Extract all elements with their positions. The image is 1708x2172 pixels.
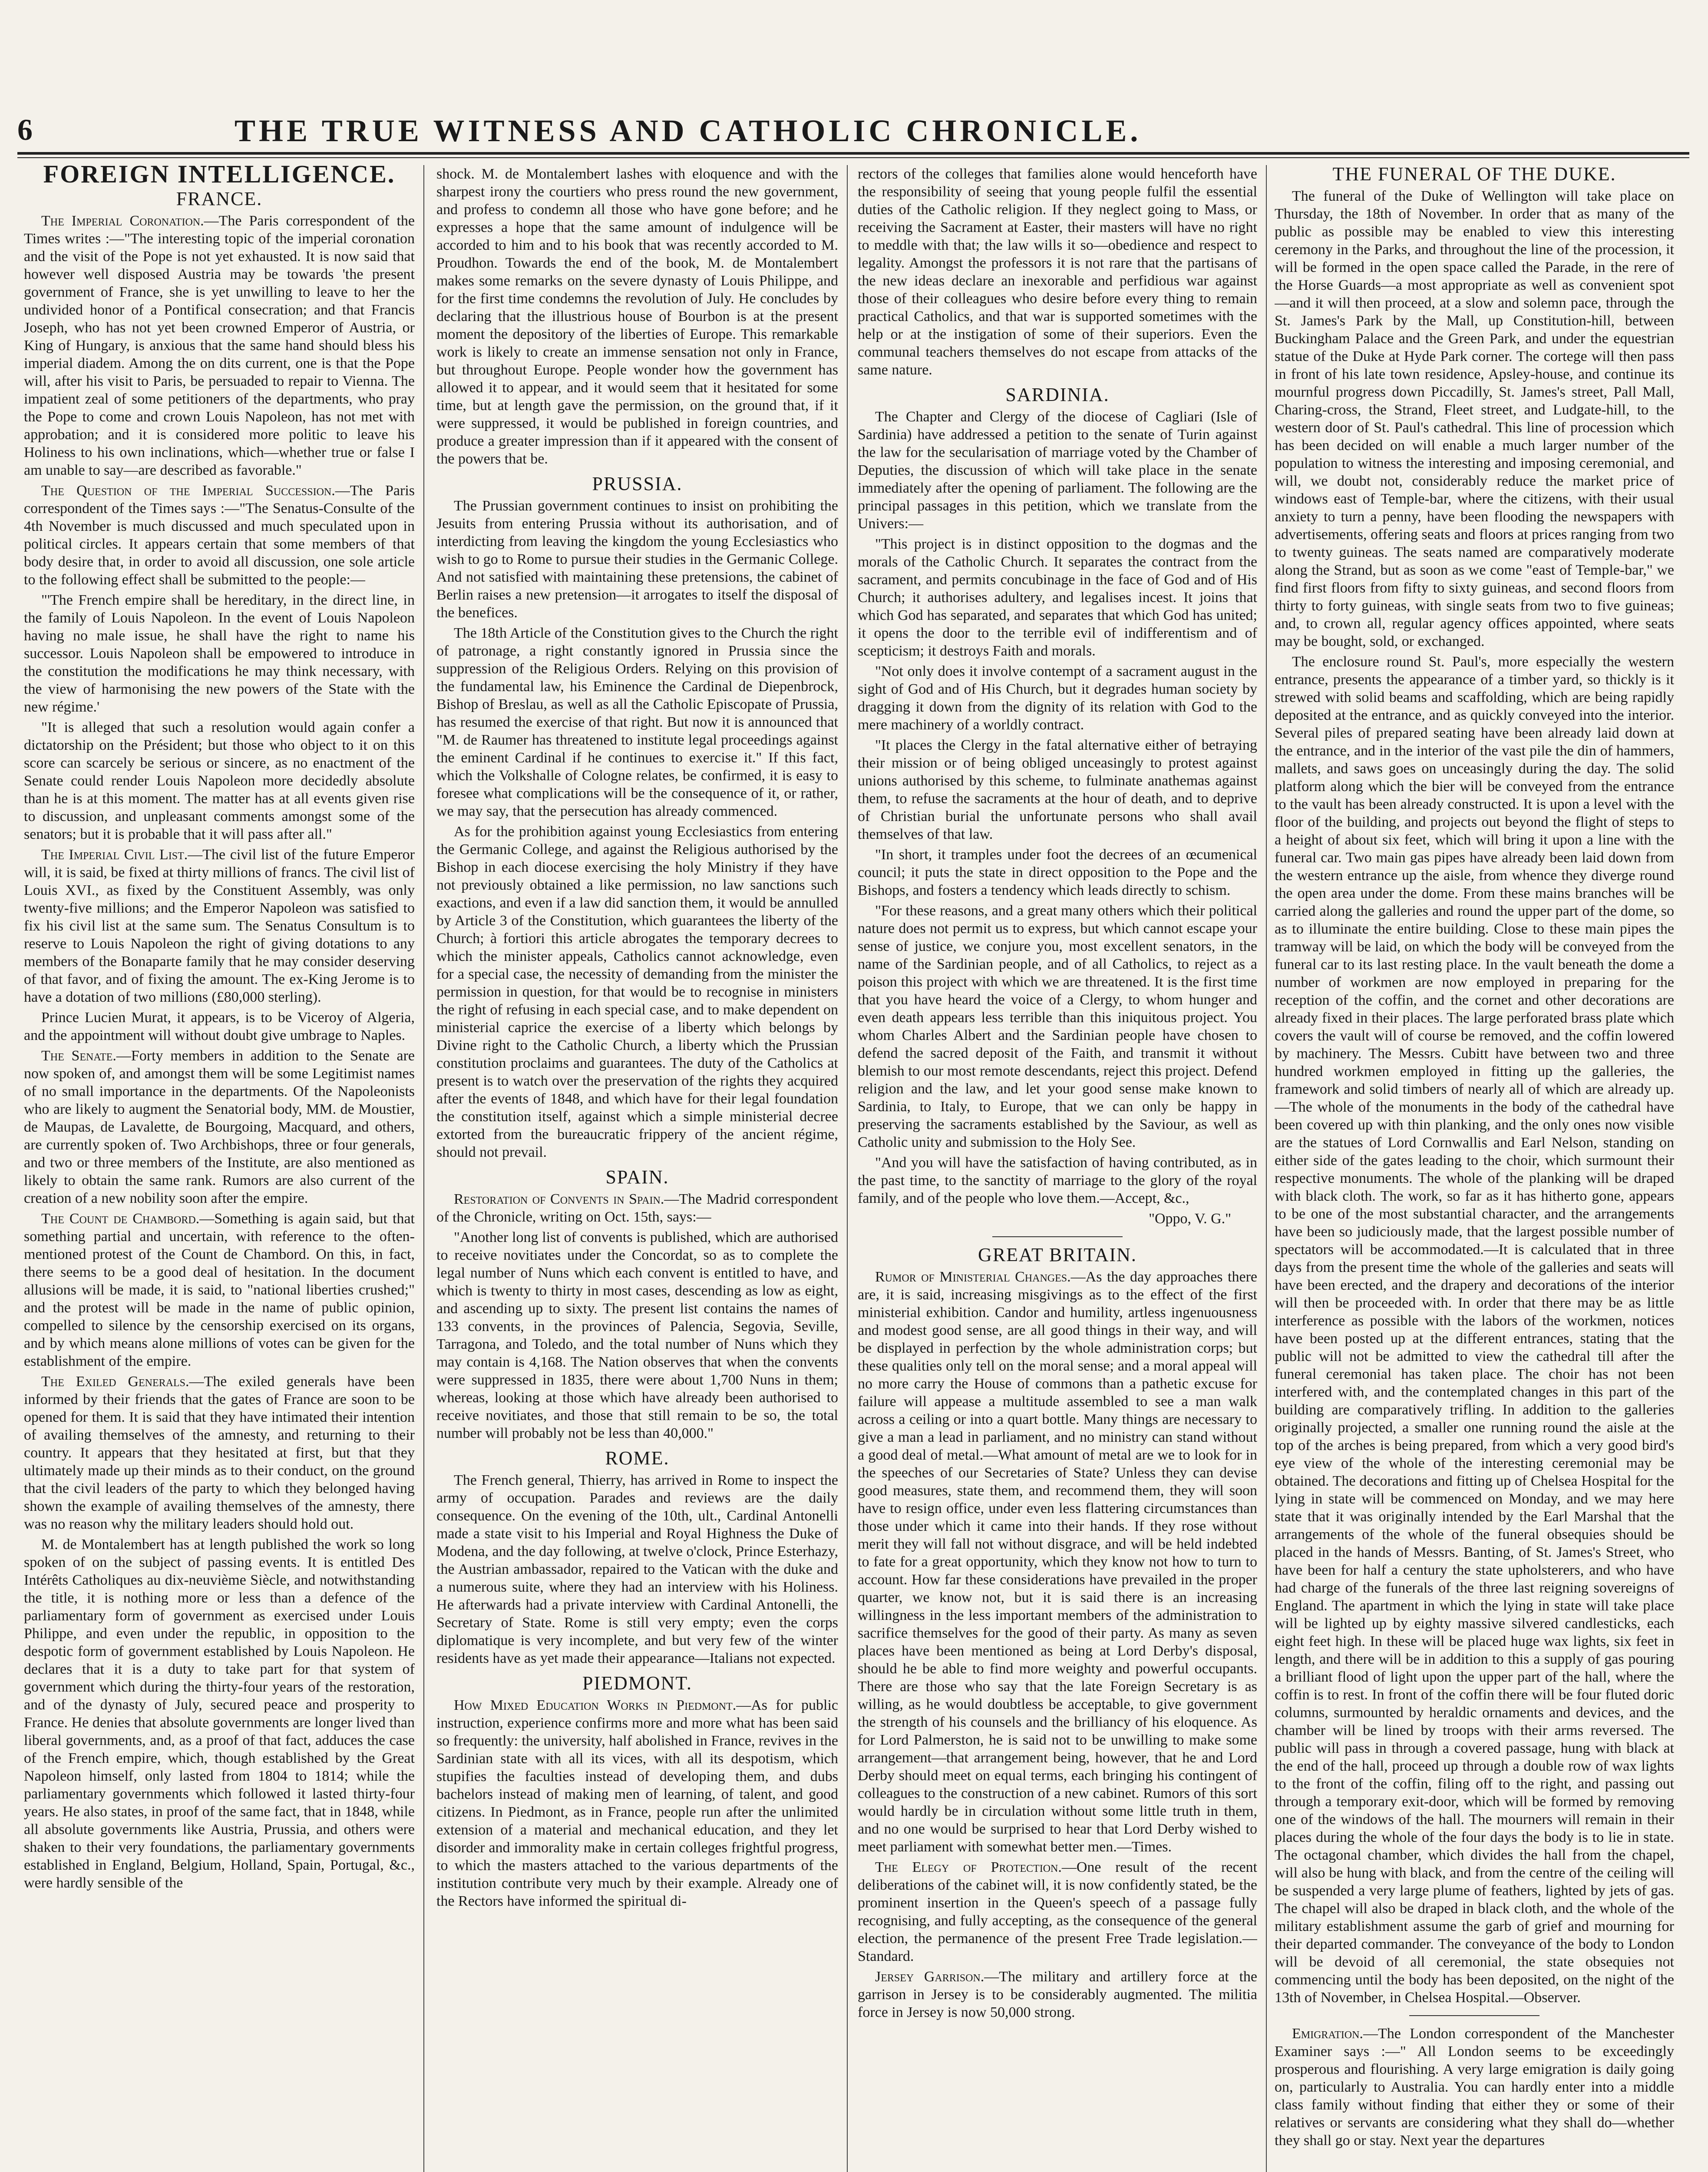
article-paragraph	[24, 482, 415, 589]
newspaper-title: THE TRUE WITNESS AND CATHOLIC CHRONICLE.	[235, 113, 1142, 148]
heading-funeral-of-the-duke: THE FUNERAL OF THE DUKE.	[1332, 165, 1616, 185]
article-paragraph: "For these reasons, and a great many others which their political nature does not permit us to express, but which cannot escape your sense of justice, we conjure you, most excellent senators, in the name of the Sardinian people, and of all Catholics, to reject as a poison this project with which we are threatened. It is the first time that you have heard the voice of a Clergy, to whom hunger and even death appears less terrible than this iniquitous project. You whom Charles Albert and the Sardinian people have chosen to defend the sacred deposit of the Faith, and transmit it without blemish to our most remote descendants, reject this project. Defend religion and the law, and let your good sense make known to Sardinia, to Italy, to Europe, that we can only be happy in preserving the sacraments established by the Saviour, as well as Catholic unity and submission to the Holy See.	[858, 903, 1257, 1150]
article-paragraph: "And you will have the satisfaction of having contributed, as in the past time, to the sanctity of marriage to the glory of the royal family, and of the people who love them.—Accept, &c.,	[858, 1155, 1257, 1206]
article-paragraph	[436, 1190, 838, 1226]
article-paragraph: shock. M. de Montalembert lashes with eloquence and with the sharpest irony the courtiers who press round the new government, and profess to condemn all those who have gone before; and he expresses a hope that the same amount of indulgence will be accorded to him and to his book that was recently accorded to M. Proudhon. Towards the end of the book, M. de Montalembert makes some remarks on the severe dynasty of Louis Philippe, and for the first time condemns the revolution of July. He concludes by declaring that the illustrious house of Bourbon is at the present moment the depository of the liberties of Europe. This remarkable work is likely to create an immense sensation not only in France, but throughout Europe. People wonder how the government has allowed it to appear, and it would seem that it hesitated for some time, but at length gave the permission, on the ground that, if it were suppressed, it would be published in foreign countries, and produce a greater impression than if it appeared with the consent of the powers that be.	[436, 166, 838, 467]
paragraph-lead: The Question of the Imperial Succession.	[41, 483, 335, 499]
paragraph-lead: The Imperial Coronation.	[41, 213, 204, 229]
article-paragraph: The 18th Article of the Constitution gives to the Church the right of patronage, a right constantly ignored in Prussia since the suppression of the Religious Orders. Relying on this provision of the fundamental law, his Eminence the Cardinal de Diepenbrock, Bishop of Breslau, as well as all the Catholic Episcopate of Prussia, has resumed the exercise of that right. But now it is announced that "M. de Raumer has threatened to institute legal proceedings against the eminent Cardinal if he continues to exercise it." If this fact, which the Volkshalle of Cologne relates, be confirmed, it is easy to foresee what complications will be the consequence of it, or rather, we may say, that the persecution has already commenced.	[436, 625, 838, 819]
article-paragraph: The Chapter and Clergy of the diocese of Cagliari (Isle of Sardinia) have addressed a petition to the senate of Turin against the law for the secularisation of marriage voted by the Chamber of Deputies, the discussion of which will take place in the senate immediately after the opening of parliament. The following are the principal passages in this petition, which we translate from the Univers:—	[858, 409, 1257, 532]
header-rule	[17, 152, 1689, 155]
paragraph-text: —One result of the recent deliberations of the cabinet will, it is now confidently stated, be the prominent insertion in the Queen's speech of a passage fully recognising, and fully accepting, as the consequence of the general election, the permanence of the present Free Trade legislation.—Standard.	[858, 1859, 1257, 1964]
masthead	[17, 109, 1225, 152]
article-paragraph: As for the prohibition against young Ecclesiastics from entering the Germanic College, and against the Religious authorised by the Bishop in each diocese exercising the holy Ministry if they have not previously obtained a like permission, no law sanctions such exactions, and even if a law did sanction them, it would be annulled by Article 3 of the Constitution, which guarantees the liberty of the Church; à fortiori this article abrogates the temporary decrees to which the minister appeals, Catholics cannot acknowledge, even for a special case, the necessity of demanding from the minister the permission in question, for that would be to recognise in ministers the right of refusing in each special case, and to make dependent on ministerial caprice the exercise of a liberty which belongs by Divine right to the Catholic Church, a liberty which the Prussian constitution proclaims and guarantees. The duty of the Catholics at present is to watch over the preservation of the rights they acquired after the events of 1848, and which have for their legal foundation the constitution itself, against which a simple ministerial decree extorted from the bureaucratic frippery of the ancient régime, should not prevail.	[436, 824, 838, 1160]
header-rule-thin	[17, 157, 1689, 158]
paragraph-lead: Emigration.	[1292, 2026, 1363, 2042]
article-paragraph: M. de Montalembert has at length published the work so long spoken of on the subject of passing events. It is entitled Des Intérêts Catholiques au dix-neuvième Siècle, and notwithstanding the title, it is nothing more or less than a defence of the parliamentary form of government as exercised under Louis Philippe, and even under the republic, in opposition to the despotic form of government established by Louis Napoleon. He declares that it is a duty to take part for that system of government which during the thirty-four years of the restoration, and of the dynasty of July, secured peace and prosperity to France. He denies that absolute governments are longer lived than liberal governments, and, as a proof of that fact, adduces the case of the French empire, which, though established by the Great Napoleon himself, only lasted from 1804 to 1814; while the parliamentary governments which followed it lasted thirty-four years. He also states, in proof of the same fact, that in 1848, while all absolute governments like Austria, Prussia, and others were shaken to their very foundations, the parliamentary governments established in England, Belgium, Holland, Spain, Portugal, &c., were hardly sensible of the	[24, 1536, 415, 1891]
article-paragraph	[858, 1968, 1257, 2021]
heading-prussia: PRUSSIA.	[592, 473, 683, 494]
column-divider	[423, 165, 424, 2172]
column-divider	[1266, 165, 1267, 2172]
article-paragraph: The enclosure round St. Paul's, more especially the western entrance, presents the appearance of a timber yard, so thickly is it strewed with solid beams and scaffolding, which are being rapidly deposited at the entrance, and as quickly conveyed into the interior. Several piles of prepared seating have been already laid down at the entrance, and in the interior of the vast pile the din of hammers, mallets, and saws goes on unceasingly during the day. The solid platform along which the bier will be conveyed from the entrance to the vault has been already constructed. It is upon a level with the floor of the building, and projects out beyond the flight of steps to a height of about six feet, which will bring it upon a line with the funeral car. Two main gas pipes have already been laid down from the western entrance up the aisle, from whence they diverge round the open area under the dome. From these mains branches will be carried along the galleries and round the upper part of the dome, so as to illuminate the entire building. Close to these main pipes the tramway will be laid, on which the body will be conveyed from the funeral car to its last resting place. In the vault beneath the dome a number of workmen are now employed in preparing for the reception of the coffin, and the cornet and other decorations are already fixed in their places. The large perforated brass plate which covers the vault will of course be removed, and the coffin lowered by machinery. The Messrs. Cubitt have between two and three hundred workmen employed in fitting up the galleries, the framework and solid timbers of nearly all of which are already up.—The whole of the monuments in the body of the cathedral have been covered up with thin planking, and the only ones now visible are the statues of Lord Cornwallis and Earl Nelson, standing on either side of the gates leading to the choir, which surmount their respective monuments. The whole of the planking will be draped with black cloth. The work, so far as it has hitherto gone, appears to be one of the most substantial character, and the arrangements have been so judiciously made, that the largest possible number of spectators will be accommodated.—It is calculated that in three days from the present time the whole of the galleries and seats will have been erected, and the drapery and decorations of the interior will then be proceeded with. In order that there may be as little interference as possible with the labors of the workmen, notices have been posted up at the different entrances, stating that the public will not be admitted to view the cathedral till after the funeral ceremonial has taken place. The choir has not been interfered with, and the contemplated changes in this part of the building are comparatively trifling. In addition to the galleries originally projected, a smaller one running round the aisle at the top of the arches is being prepared, from which a very good bird's eye view of the whole of the interesting ceremonial may be obtained. The decorations and fitting up of Chelsea Hospital for the lying in state will be commenced on Monday, and we may here state that it was originally intended by the Earl Marshal that the arrangements of the whole of the funeral obsequies should be placed in the hands of Messrs. Banting, of St. James's Street, who have been for half a century the state upholsterers, and who have had charge of the funerals of the three last reigning sovereigns of England. The apartment in which the lying in state will take place will be lighted up by eighty massive silvered candlesticks, each eight feet high. In these will be placed huge wax lights, six feet in length, and there will be in addition to this a supply of gas pouring a brilliant flood of light upon the upper part of the hall, where the coffin is to rest. In front of the coffin there will be four fluted doric columns, surmounted by heraldic ornaments and devices, and the chamber will be lined by troops with their arms reversed. The public will pass in through a covered passage, hung with black at the end of the hall, proceed up through a double row of wax lights to the front of the coffin, filing off to the right, and passing out through a temporary exit-door, which will be formed by removing one of the windows of the hall. The mourners will remain in their places during the whole of the four days the body is to lie in state. The octagonal chamber, which divides the hall from the chapel, will also be hung with black, and from the centre of the ceiling will be suspended a very large plume of feathers, lighted by jets of gas. The chapel will also be draped in black cloth, and the whole of the military establishment assume the garb of grief and mourning for their departed commander. The conveyance of the body to London will be devoid of all ceremonial, the state obsequies not commencing until the body has been deposited, on the night of the 13th of November, in Chelsea Hospital.—Observer.	[1275, 654, 1674, 2006]
heading-great-britain: GREAT BRITAIN.	[978, 1244, 1137, 1265]
article-paragraph	[24, 1047, 415, 1207]
heading-piedmont: PIEDMONT.	[582, 1672, 693, 1694]
paragraph-text: —The Madrid correspondent of the Chronicle, writing on Oct. 15th, says:—	[436, 1191, 838, 1225]
column-2	[436, 165, 838, 2172]
article-paragraph: Prince Lucien Murat, it appears, is to be Viceroy of Algeria, and the appointment will without doubt give umbrage to Naples.	[24, 1010, 415, 1043]
paragraph-lead: The Senate.	[41, 1048, 116, 1064]
article-paragraph	[1275, 2025, 1674, 2149]
section-divider	[992, 1236, 1123, 1237]
signature: "Oppo, V. G."	[1149, 1211, 1231, 1227]
paragraph-text: —The civil list of the future Emperor will, it is said, be fixed at thirty millions of francs. The civil list of Louis XVI., as fixed by the Constituent Assembly, was only twenty-five millions; and the Emperor Napoleon was satisfied to fix his civil list at the same sum. The Senatus Consultum is to reserve to Louis Napoleon the right of giving dotations to any members of the Bonaparte family that he may consider deserving of that favor, and of fixing the amount. The ex-King Jerome is to have a dotation of two millions (£80,000 sterling).	[24, 847, 415, 1005]
paragraph-text: —Something is again said, but that something partial and uncertain, with reference to the often-mentioned protest of the Count de Chambord. On this, in fact, there seems to be a good deal of hesitation. In the document allusions will be made, it is said, to "national liberties crushed;" and the protest will be made in the name of public opinion, compelled to silence by the censorship exercised on its organs, and by which means alone millions of votes can be given for the establishment of the empire.	[24, 1211, 415, 1369]
article-paragraph	[858, 1268, 1257, 1856]
article-paragraph: "This project is in distinct opposition to the dogmas and the morals of the Catholic Church. It separates the contract from the sacrament, and permits concubinage in the face of God and of His Church; it authorises adultery, and legalises incest. It joins that which God has separated, and separates that which God has united; it opens the door to the terrible evil of indifferentism and of scepticism; it destroys Faith and morals.	[858, 536, 1257, 659]
article-paragraph: "It places the Clergy in the fatal alternative either of betraying their mission or of being obliged unceasingly to protest against unions authorised by this scheme, to fulminate anathemas against them, to refuse the sacraments at the hour of death, and to deprive of Christian burial the unfortunate persons who shall avail themselves of that law.	[858, 737, 1257, 842]
article-paragraph: The French general, Thierry, has arrived in Rome to inspect the army of occupation. Parades and reviews are the daily consequence. On the evening of the 10th, ult., Cardinal Antonelli made a state visit to his Imperial and Royal Highness the Duke of Modena, and the day following, at twelve o'clock, Prince Esterhazy, the Austrian ambassador, repaired to the Vatican with the duke and a numerous suite, where they had an interview with his Holiness. He afterwards had a private interview with Cardinal Antonelli, the Secretary of State. Rome is still very empty; even the corps diplomatique is very incomplete, and but very few of the winter residents have as yet made their appearance—Italians not expected.	[436, 1472, 838, 1666]
page-number: 6	[17, 113, 33, 147]
paragraph-lead: The Elegy of Protection.	[875, 1859, 1062, 1875]
paragraph-text: —The Paris correspondent of the Times says :—"The Senatus-Consulte of the 4th November is much discussed and much speculated upon in political circles. It appears certain that some members of that body desire that, in order to avoid all discussion, one sole article to the following effect shall be submitted to the people:—	[24, 483, 415, 588]
paragraph-text: —The military and artillery force at the garrison in Jersey is to be considerably augmented. The militia force in Jersey is now 50,000 strong.	[858, 1969, 1257, 2020]
column-3	[858, 165, 1257, 2172]
paragraph-text: —As the day approaches there are, it is said, increasing misgivings as to the effect of the first ministerial exhibition. Candor and humility, artless ingenuousness and modest good sense, are all good things in their way, and will be displayed in perfection by the whole administration corps; but these qualities only tell on the moral sense; and a moral appeal will no more carry the House of commons than a pathetic excuse for failure will appease a multitude assembled to see a man walk across a ceiling or into a quart bottle. Many things are necessary to give a man a lead in parliament, and no ministry can stand without a good deal of metal.—What amount of metal are we to look for in the speeches of our Secretaries of State? Unless they can devise good measures, state them, and recommend them, they will soon have to resign office, under even less flattering circumstances than those under which it came into their hands. If they rose without merit they will fall not without disgrace, and will be held indebted to fate for a great opportunity, which they know not how to turn to account. How far these considerations have prevailed in the proper quarter, we know not, but it is said there is an increasing willingness in the less important members of the administration to sacrifice themselves for the good of their party. As many as seven places have been mentioned as being at Lord Derby's disposal, should he be able to find more weighty and powerful occupants. There are those who say that the late Foreign Secretary is as willing, as he would doubtless be acceptable, to give government the strength of his counsels and the brilliancy of his eloquence. As for Lord Palmerston, he is said not to be unwilling to make some arrangement—that arrangement being, however, that he and Lord Derby should meet on equal terms, each bringing his contingent of colleagues to the construction of a new cabinet. Rumors of this sort would hardly be in circulation without some little truth in them, and no one would be surprised to hear that Lord Derby wished to meet parliament with somewhat better men.—Times.	[858, 1269, 1257, 1855]
section-divider	[1409, 2015, 1540, 2016]
paragraph-lead: Jersey Garrison.	[875, 1969, 984, 1985]
article-paragraph: "'The French empire shall be hereditary, in the direct line, in the family of Louis Napoleon. In the event of Louis Napoleon having no male issue, he shall have the right to name his successor. Louis Napoleon shall be empowered to introduce in the constitution the modifications he may think necessary, with the view of harmonising the new powers of the State with the new régime.'	[24, 592, 415, 715]
heading-spain: SPAIN.	[605, 1166, 669, 1188]
article-paragraph: "In short, it tramples under foot the decrees of an œcumenical council; it puts the state in direct opposition to the Pope and the Bishops, and fosters a tendency which leads directly to schism.	[858, 847, 1257, 898]
article-paragraph: The Prussian government continues to insist on prohibiting the Jesuits from entering Prussia without its authorisation, and of interdicting from leaving the kingdom the young Ecclesiastics who wish to go to Rome to pursue their studies in the Germanic College. And not satisfied with maintaining these pretensions, the cabinet of Berlin raises a new pretension—it arrogates to itself the disposal of the benefices.	[436, 498, 838, 621]
article-paragraph	[858, 1858, 1257, 1965]
article-paragraph	[24, 212, 415, 479]
article-paragraph	[436, 1696, 838, 1910]
paragraph-lead: The Exiled Generals.	[41, 1374, 189, 1390]
column-divider	[847, 165, 848, 2172]
heading-france: FRANCE.	[176, 188, 263, 209]
paragraph-text: —The London correspondent of the Manchester Examiner says :—" All London seems to be exceedingly prosperous and flourishing. A very large emigration is daily going on, particularly to Australia. You can hardly enter into a middle class family without finding that either they or some of their relatives or servants are considering what they shall do—whether they shall go or stay. Next year the departures	[1275, 2026, 1674, 2149]
article-paragraph: "Not only does it involve contempt of a sacrament august in the sight of God and of His Church, but it degrades human society by dragging it down from the dignity of its relation with God to the mere machinery of a worldly contract.	[858, 663, 1257, 733]
paragraph-lead: The Count de Chambord.	[41, 1211, 200, 1227]
article-paragraph: rectors of the colleges that families alone would henceforth have the responsibility of seeing that young people fulfil the essential duties of the Catholic religion. If they neglect going to Mass, or receiving the Sacrament at Easter, their masters will have no right to meddle with that; the law wills it so—obedience and respect to legality. Amongst the professors it is not rare that the partisans of the new ideas declare an inexorable and perfidious war against those of their colleagues who desire before every thing to remain practical Catholics, and that war is supported sometimes with the help or at the instigation of some of their superiors. Even the communal teachers themselves do not escape from attacks of the same nature.	[858, 166, 1257, 378]
paragraph-lead: Restoration of Convents in Spain.	[454, 1191, 664, 1207]
paragraph-lead: How Mixed Education Works in Piedmont.	[454, 1697, 737, 1713]
column-4	[1275, 165, 1674, 2172]
article-paragraph: "Another long list of convents is published, which are authorised to receive novitiates under the Concordat, so as to complete the legal number of Nuns which each convent is entitled to have, and which is twenty to thirty in most cases, descending as low as eight, and ascending up to sixty. The present list contains the names of 133 convents, in the provinces of Palencia, Segovia, Seville, Tarragona, and Toledo, and the total number of Nuns which they may contain is 4,168. The Nation observes that when the convents were suppressed in 1835, there were about 1,700 Nuns in them; whereas, looking at those which have already been authorised to receive novitiates, and those that still remain to be so, the total number will probably not be less than 40,000."	[436, 1229, 838, 1441]
paragraph-text: —The exiled generals have been informed by their friends that the gates of France are soon to be opened for them. It is said that they have intimated their intention of availing themselves of the amnesty, and returning to their country. It appears that they hesitated at first, but that they ultimately made up their minds as to their conduct, on the ground that the civil leaders of the party to which they belonged having shown the example of availing themselves of the amnesty, there was no reason why the military leaders should hold out.	[24, 1374, 415, 1532]
article-paragraph	[24, 1210, 415, 1370]
paragraph-text: —The Paris correspondent of the Times writes :—"The interesting topic of the imperial coronation and the visit of the Pope is not yet exhausted. It is now said that however well disposed Austria may be towards 'the present government of France, she is yet unwilling to leave to her the undivided honor of a Pontifical consecration; and that Francis Joseph, who has not yet been crowned Emperor of Austria, or King of Hungary, is anxious that the same hand should bless his imperial diadem. Among the on dits current, one is that the Pope will, after his visit to Paris, be persuaded to repair to Vienna. The impatient zeal of some petitioners of the departments, who pray the Pope to come and crown Louis Napoleon, has not met with approbation; and it is considered more politic to leave his Holiness to his own inclinations, which—whether true or false I am unable to say—are described as favorable."	[24, 213, 415, 478]
section-heading-foreign-intelligence: FOREIGN INTELLIGENCE.	[43, 165, 396, 188]
article-paragraph	[24, 846, 415, 1006]
article-paragraph	[24, 1373, 415, 1533]
heading-rome: ROME.	[605, 1447, 670, 1469]
heading-sardinia: SARDINIA.	[1005, 384, 1110, 405]
paragraph-text: —Forty members in addition to the Senate are now spoken of, and amongst them will be some Legitimist names of no small importance in the departments. Of the Napoleonists who are likely to augment the Senatorial body, MM. de Moustier, de Maupas, de Lavalette, de Bourgoing, Macquard, and others, are currently spoken of. Two Archbishops, three or four generals, and two or three members of the Institute, are also mentioned as likely to obtain the same rank. Rumors are also current of the creation of a new nobility soon after the empire.	[24, 1048, 415, 1206]
article-paragraph: The funeral of the Duke of Wellington will take place on Thursday, the 18th of November. In order that as many of the public as possible may be enabled to view this interesting ceremony in the Parks, and throughout the line of the procession, it will be formed in the open space called the Parade, in the rere of the Horse Guards—a most appropriate as well as convenient spot—and it will then proceed, at a slow and solemn pace, through the St. James's Park by the Mall, up Constitution-hill, between Buckingham Palace and the Green Park, and under the equestrian statue of the Duke at Hyde Park corner. The cortege will then pass in front of his late town residence, Apsley-house, and continue its mournful progress down Piccadilly, St. James's street, Pall Mall, Charing-cross, the Strand, Fleet street, and Ludgate-hill, to the western door of St. Paul's cathedral. This line of procession which has been decided on will enable a much larger number of the population to witness the interesting and imposing ceremonial, and will, we doubt not, considerably reduce the market price of windows east of Temple-bar, where the citizens, with their usual anxiety to turn a penny, have been flooding the newspapers with advertisements, offering seats and floors at prices ranging from two to twenty guineas. The seats named are comparatively moderate along the Strand, but as soon as we come "east of Temple-bar," we find first floors from fifty to sixty guineas, and second floors from thirty to forty guineas, with single seats from two to five guineas; and, to crown all, regular agency offices appointed, where seats may be bought, sold, or exchanged.	[1275, 188, 1674, 649]
column-1	[24, 165, 415, 2172]
article-paragraph: "It is alleged that such a resolution would again confer a dictatorship on the Président; but those who object to it on this score can scarcely be serious or sincere, as no enactment of the Senate could render Louis Napoleon more decidedly absolute than he is at this moment. The matter has at all events given rise to discussion, and unpleasant comments amongst some of the senators; but it is probable that it will pass after all."	[24, 719, 415, 842]
paragraph-lead: Rumor of Ministerial Changes.	[875, 1269, 1071, 1285]
paragraph-lead: The Imperial Civil List.	[41, 847, 188, 863]
paragraph-text: —As for public instruction, experience confirms more and more what has been said so frequently: the university, half abolished in France, revives in the Sardinian state with all its vices, with all its despotism, which stupifies the faculties instead of developing them, and dubs bachelors instead of making men of learning, of talent, and good citizens. In Piedmont, as in France, people run after the unlimited extension of a material and mechanical education, and they let disorder and immorality make in certain colleges frightful progress, to which the masters attached to the various departments of the institution contribute very much by their example. Already one of the Rectors have informed the spiritual di-	[436, 1697, 838, 1909]
